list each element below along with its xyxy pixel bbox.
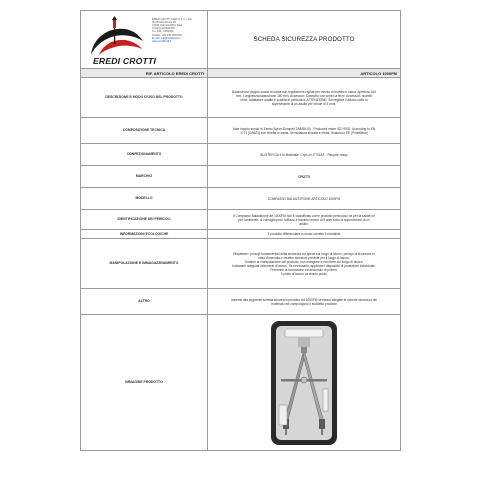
value-line: Insieme alla seguente scheda sicurezza prodotto Art 1000FM verranno allegate le schede sicurezza dei — [230, 297, 377, 302]
row-label: MANIPOLAZIONE E IMMAGAZZINAMENTO — [81, 239, 208, 289]
address-line: Via Brodol Rema, 29 — [152, 20, 176, 24]
address-line: P.IVA 01234560186 — [152, 27, 175, 31]
row-label: MARCHIO — [81, 166, 208, 188]
value-line: Prevenire la formazione ed accumulo di polveri. — [270, 267, 338, 272]
table-row — [81, 188, 401, 210]
row-value — [208, 118, 401, 144]
value-line: supervisione di un adulto per minori di 5 anni. — [271, 101, 337, 106]
table-row — [81, 289, 401, 315]
company-name: EREDI CROTTI — [93, 55, 157, 66]
address-line: EREDI CROTTI CARLO S.n.c. Dei — [152, 17, 192, 21]
row-value — [208, 230, 401, 239]
product-image-cell — [208, 315, 401, 451]
value-line: Rispettare i principi fondamentali della sicurezza ed igiene sul luogo di lavoro, principi di sicurezza in — [233, 251, 375, 256]
value-line: Durante la manipolazione del prodotto, non mangiare e non bere sul luogo di lavoro. — [244, 259, 364, 264]
table-row — [81, 210, 401, 230]
table-row — [81, 118, 401, 144]
value-line: adulto. — [299, 221, 309, 226]
value-line: Balaustrone doppio snodo in zama con regolazione rapida per mezzo di levetta in zama. Apertura 165 — [232, 89, 376, 94]
value-line: caso d'incendio e relative istruzioni previste per il luogo di lavoro. — [258, 255, 350, 260]
address-line: 24030 Valmasta(BG) Italia — [152, 23, 183, 27]
row-label: ALTRO — [81, 289, 208, 315]
row-label: COMPOSIZIONE TECNICA — [81, 118, 208, 144]
value-line: BLISTER DA 5 in Materiale: Cryo-on CT31AF - Recycle ready — [260, 152, 348, 157]
value-line: Il Compasso Balaustrone art 1000FM non è classificato come prodotto pericoloso né per la salute né — [233, 213, 375, 218]
website-link[interactable]: www.ereditrotti.it — [152, 39, 172, 43]
value-line: Aste doppio snodo in Zama (Nylon-Dompelt 2A8484 B) - Produced under ISO 9001. According to EN — [232, 126, 376, 131]
table-row — [81, 230, 401, 239]
value-line: CROTTI — [298, 174, 310, 179]
row-label: IDENTIFICAZIONE DEI PERICOLI — [81, 210, 208, 230]
value-line: materiali che compongono il suddetto prodotto — [271, 301, 337, 306]
company-address — [152, 18, 208, 44]
row-label: CONFEZIONAMENTO — [81, 144, 208, 166]
ref-row — [81, 69, 401, 78]
value-line: per l'ambiente, si consiglia però l'utilizzo a bambini minori di 5 anni sotto la supervisione di un — [238, 217, 370, 222]
page-title: SCHEDA SICUREZZA PRODOTTO — [208, 11, 401, 69]
ref-label: RIF. ARTICOLO EREDI CROTTI — [81, 69, 208, 78]
table-row — [81, 315, 401, 451]
compass-product-image — [265, 319, 343, 447]
header-row — [81, 11, 401, 69]
email-link[interactable]: E-mail: info@ereditrotti.it — [152, 36, 181, 40]
safety-sheet-table — [80, 10, 401, 451]
row-label: IMMAGINE PRODOTTO — [81, 315, 208, 451]
table-row — [81, 144, 401, 166]
address-line: Tel. 035 - 0000000 — [152, 30, 174, 34]
table-row — [81, 239, 401, 289]
table-row — [81, 78, 401, 118]
row-value — [208, 289, 401, 315]
value-line: Il prodotto differenziare in modo corretto il riciclabile — [267, 232, 341, 236]
row-value — [208, 78, 401, 118]
value-line: 1771 (DA623) con levette in zama. Verniciatura zincata e metal. Scatola in PE (Polietilene) — [240, 130, 368, 135]
row-label: MODELLO — [81, 188, 208, 210]
company-logo-icon — [85, 15, 149, 59]
table-row — [81, 166, 401, 188]
row-value — [208, 188, 401, 210]
value-line: COMPASSO BALAUSTRONE ARTICOLO 1000FM — [267, 196, 341, 201]
value-line: Indossare adeguati indumenti di lavoro. Se necessario, applicare i dispositivi di protezione individuale. — [232, 263, 376, 268]
row-value — [208, 144, 401, 166]
value-line: Il posto di lavoro va tenuto pulito. — [280, 271, 328, 276]
value-line: mm. Lunghezza balaustrone 160 mm. Accessori: Cannotto con centro a ferro. Accessori: ricambi — [235, 93, 373, 98]
row-label: DESCRIZIONE E MODO D'USO DEL PRODOTTO — [81, 78, 208, 118]
value-line: mine, adattatore matite e scatola in pellicolina. ATTENZIONE: Sorvegliare l'utilizzo sotto la — [240, 97, 368, 102]
row-value — [208, 210, 401, 230]
row-label: INFORMAZIONI ECOLOGICHE — [81, 230, 208, 239]
address-line: Telefax: +39 035 0000000 — [152, 33, 182, 37]
logo-cell — [81, 11, 208, 69]
row-value — [208, 239, 401, 289]
ref-value: ARTICOLO 1000FM — [208, 69, 401, 78]
row-value — [208, 166, 401, 188]
